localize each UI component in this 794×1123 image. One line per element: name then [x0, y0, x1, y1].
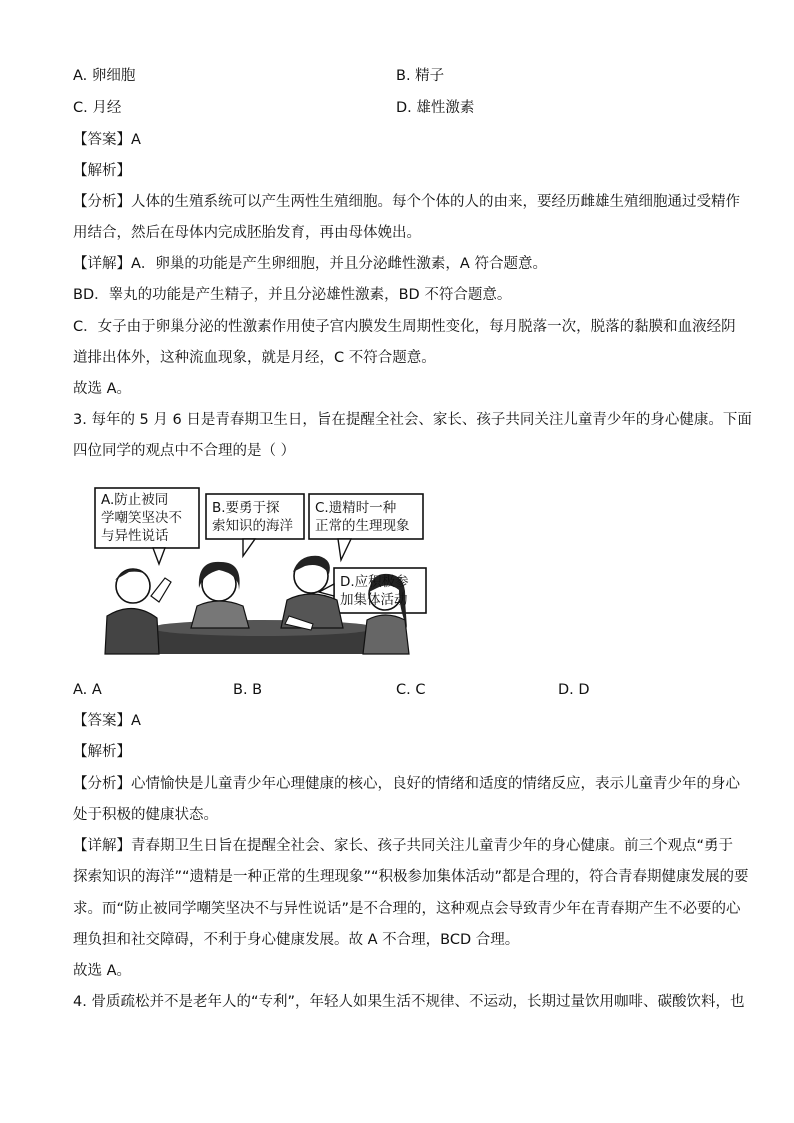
q3-option-d: D. D — [558, 682, 590, 698]
q3-answer: 【答案】A — [73, 713, 141, 729]
q3-detail-line-1: 【详解】青春期卫生日旨在提醒全社会、家长、孩子共同关注儿童青少年的身心健康。前三个观点“勇于 — [73, 838, 734, 854]
q2-analysis-line-2: 用结合，然后在母体内完成胚胎发育，再由母体娩出。 — [73, 225, 421, 241]
q3-analysis-line-2: 处于积极的健康状态。 — [73, 807, 218, 823]
q3-detail-line-3: 求。而“防止被同学嘲笑坚决不与异性说话”是不合理的，这种观点会导致青少年在青春期产生不必要的心 — [73, 901, 741, 917]
q2-answer: 【答案】A — [73, 132, 141, 148]
q3-detail-line-2: 探索知识的海洋”“遗精是一种正常的生理现象”“积极参加集体活动”都是合理的，符合青春期健康发展的要 — [73, 869, 749, 885]
q2-option-d: D. 雄性激素 — [396, 100, 475, 116]
q2-analysis-line-1: 【分析】人体的生殖系统可以产生两性生殖细胞。每个个体的人的由来，要经历雌雄生殖细胞通过受精作 — [73, 194, 740, 210]
q2-option-b: B. 精子 — [396, 68, 445, 84]
q2-option-c: C. 月经 — [73, 100, 122, 116]
q3-figure-students-discussion — [93, 478, 433, 660]
bubble-c-line-2: 正常的生理现象 — [315, 518, 410, 534]
q2-analysis-heading: 【解析】 — [73, 163, 131, 179]
bubble-a-line-3: 与异性说话 — [101, 528, 169, 544]
q3-analysis-line-1: 【分析】心情愉快是儿童青少年心理健康的核心，良好的情绪和适度的情绪反应，表示儿童青少年的身心 — [73, 776, 740, 792]
q4-stem-line-1: 4. 骨质疏松并不是老年人的“专利”，年轻人如果生活不规律、不运动，长期过量饮用咖啡、碳酸饮料，也 — [73, 994, 745, 1010]
bubble-d-line-1: D.应积极参 — [340, 574, 409, 590]
q3-analysis-heading: 【解析】 — [73, 744, 131, 760]
q3-stem-line-2: 四位同学的观点中不合理的是（ ） — [73, 443, 296, 459]
q3-option-b: B. B — [233, 682, 263, 698]
q3-option-c: C. C — [396, 682, 426, 698]
q3-conclusion: 故选 A。 — [73, 963, 132, 979]
bubble-b-line-1: B.要勇于探 — [212, 500, 280, 516]
bubble-a-line-2: 学嘲笑坚决不 — [101, 510, 182, 526]
q3-detail-line-4: 理负担和社交障碍，不利于身心健康发展。故 A 不合理，BCD 合理。 — [73, 932, 520, 948]
q3-option-a: A. A — [73, 682, 102, 698]
bubble-c-line-1: C.遗精时一种 — [315, 500, 397, 516]
bubble-b-line-2: 索知识的海洋 — [212, 518, 293, 534]
bubble-a-line-1: A.防止被同 — [101, 492, 169, 508]
q2-detail-line-3: C．女子由于卵巢分泌的性激素作用使子宫内膜发生周期性变化，每月脱落一次，脱落的黏膜和血液经阴 — [73, 319, 736, 335]
q2-detail-line-2: BD．睾丸的功能是产生精子，并且分泌雄性激素，BD 不符合题意。 — [73, 287, 512, 303]
q2-detail-line-4: 道排出体外，这种流血现象，就是月经，C 不符合题意。 — [73, 350, 436, 366]
q2-conclusion: 故选 A。 — [73, 381, 132, 397]
bubble-d-line-2: 加集体活动 — [340, 592, 408, 608]
q2-detail-line-1: 【详解】A．卵巢的功能是产生卵细胞，并且分泌雌性激素，A 符合题意。 — [73, 256, 547, 272]
q3-stem-line-1: 3. 每年的 5 月 6 日是青春期卫生日，旨在提醒全社会、家长、孩子共同关注儿童青少年的身心健康。下面 — [73, 412, 752, 428]
q2-option-a: A. 卵细胞 — [73, 68, 136, 84]
